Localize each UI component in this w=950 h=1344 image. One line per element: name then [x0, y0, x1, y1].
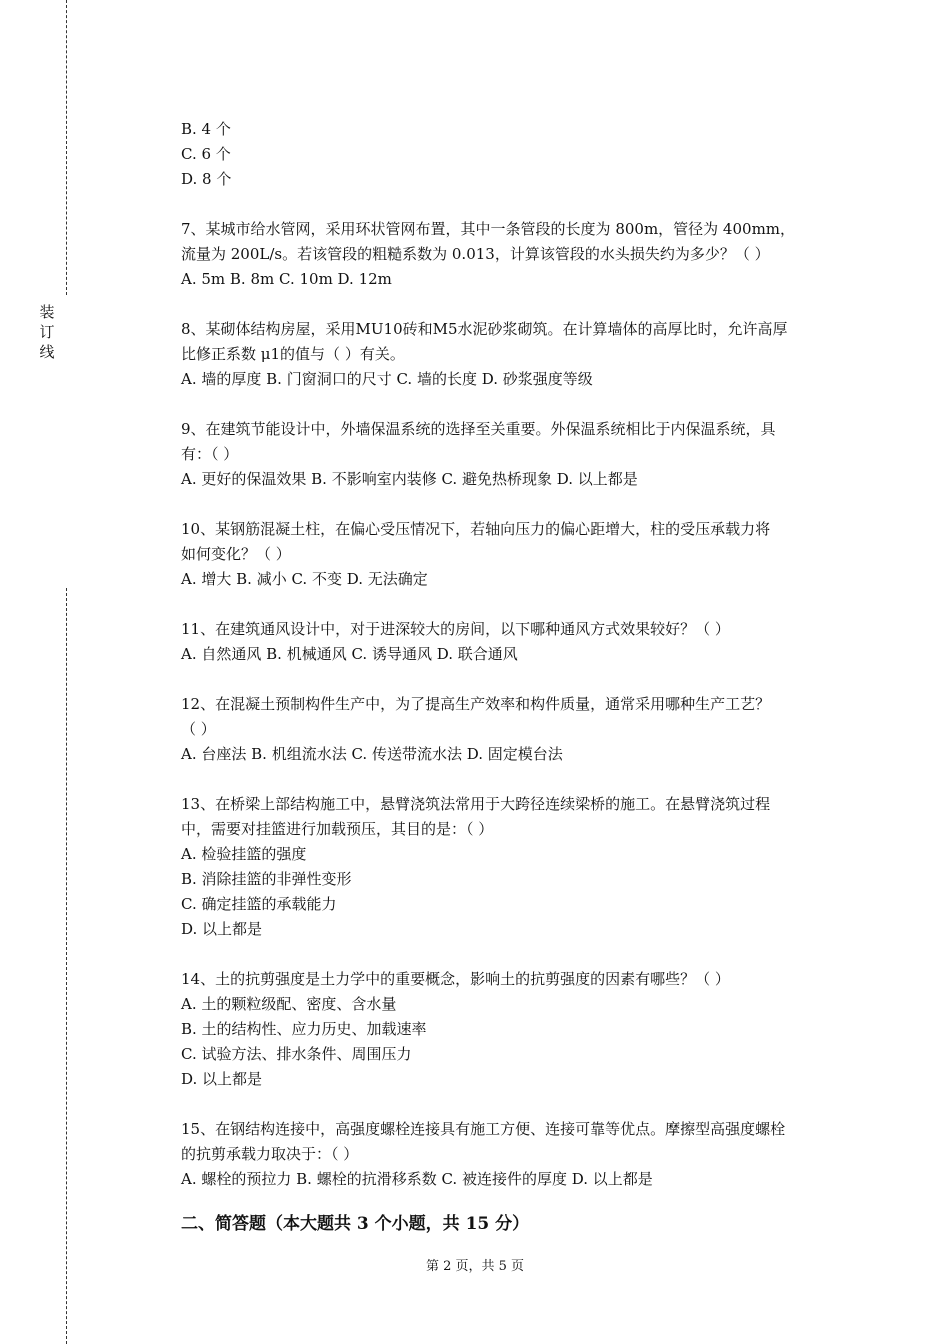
text-line: A. 增大 B. 减小 C. 不变 D. 无法确定 — [181, 570, 428, 588]
text-line: 9、在建筑节能设计中，外墙保温系统的选择至关重要。外保温系统相比于内保温系统，具 — [181, 420, 776, 438]
text-line: A. 更好的保温效果 B. 不影响室内装修 C. 避免热桥现象 D. 以上都是 — [181, 470, 638, 488]
binding-char: 装 — [39, 303, 55, 321]
text-line: 的抗剪承载力取决于：（ ） — [181, 1145, 359, 1163]
question-list — [181, 117, 841, 1192]
binding-label — [37, 302, 57, 362]
text-line: 15、在钢结构连接中，高强度螺栓连接具有施工方便、连接可靠等优点。摩擦型高强度螺栓 — [181, 1120, 786, 1138]
text-line: B. 4 个 — [181, 120, 231, 138]
text-line: 流量为 200L/s。若该管段的粗糙系数为 0.013，计算该管段的水头损失约为多少？（ ） — [181, 245, 770, 263]
binding-line-top — [66, 0, 67, 295]
text-line: 比修正系数 μ1的值与（ ）有关。 — [181, 345, 405, 363]
text-line: 7、某城市给水管网，采用环状管网布置，其中一条管段的长度为 800m，管径为 400mm， — [181, 220, 796, 238]
text-line: B. 土的结构性、应力历史、加载速率 — [181, 1020, 427, 1038]
binding-char: 订 — [39, 323, 55, 341]
text-line: 8、某砌体结构房屋，采用MU10砖和M5水泥砂浆砌筑。在计算墙体的高厚比时，允许高厚 — [181, 320, 788, 338]
text-line: D. 以上都是 — [181, 920, 263, 938]
text-line: D. 8 个 — [181, 170, 232, 188]
text-line: A. 台座法 B. 机组流水法 C. 传送带流水法 D. 固定模台法 — [181, 745, 563, 763]
binding-char: 线 — [39, 343, 55, 361]
text-line: （ ） — [181, 720, 216, 738]
text-line: 14、土的抗剪强度是土力学中的重要概念，影响土的抗剪强度的因素有哪些？（ ） — [181, 970, 730, 988]
spacer — [181, 292, 841, 317]
text-line: 有：（ ） — [181, 445, 239, 463]
text-line: A. 检验挂篮的强度 — [181, 845, 307, 863]
text-line: A. 自然通风 B. 机械通风 C. 诱导通风 D. 联合通风 — [181, 645, 518, 663]
text-line: 中，需要对挂篮进行加载预压，其目的是：（ ） — [181, 820, 494, 838]
spacer — [181, 942, 841, 967]
text-line: 12、在混凝土预制构件生产中，为了提高生产效率和构件质量，通常采用哪种生产工艺？ — [181, 695, 771, 713]
text-line: A. 墙的厚度 B. 门窗洞口的尺寸 C. 墙的长度 D. 砂浆强度等级 — [181, 370, 593, 388]
spacer — [181, 1092, 841, 1117]
spacer — [181, 192, 841, 217]
text-line: B. 消除挂篮的非弹性变形 — [181, 870, 352, 888]
text-line: D. 以上都是 — [181, 1070, 263, 1088]
text-line: 11、在建筑通风设计中，对于进深较大的房间，以下哪种通风方式效果较好？（ ） — [181, 620, 730, 638]
binding-line-bottom — [66, 588, 67, 1344]
spacer — [181, 392, 841, 417]
page-footer: 第 2 页，共 5 页 — [425, 1259, 525, 1274]
text-line: 13、在桥梁上部结构施工中，悬臂浇筑法常用于大跨径连续梁桥的施工。在悬臂浇筑过程 — [181, 795, 771, 813]
text-line: 如何变化？（ ） — [181, 545, 291, 563]
text-line: 10、某钢筋混凝土柱，在偏心受压情况下，若轴向压力的偏心距增大，柱的受压承载力将 — [181, 520, 771, 538]
text-line: C. 试验方法、排水条件、周围压力 — [181, 1045, 412, 1063]
section-title: 二、简答题（本大题共 3 个小题，共 15 分） — [181, 1214, 530, 1234]
spacer — [181, 492, 841, 517]
spacer — [181, 767, 841, 792]
text-line: C. 6 个 — [181, 145, 231, 163]
text-line: A. 土的颗粒级配、密度、含水量 — [181, 995, 397, 1013]
text-line: A. 5m B. 8m C. 10m D. 12m — [181, 270, 392, 288]
text-line: A. 螺栓的预拉力 B. 螺栓的抗滑移系数 C. 被连接件的厚度 D. 以上都是 — [181, 1170, 653, 1188]
spacer — [181, 667, 841, 692]
spacer — [181, 592, 841, 617]
text-line: C. 确定挂篮的承载能力 — [181, 895, 337, 913]
